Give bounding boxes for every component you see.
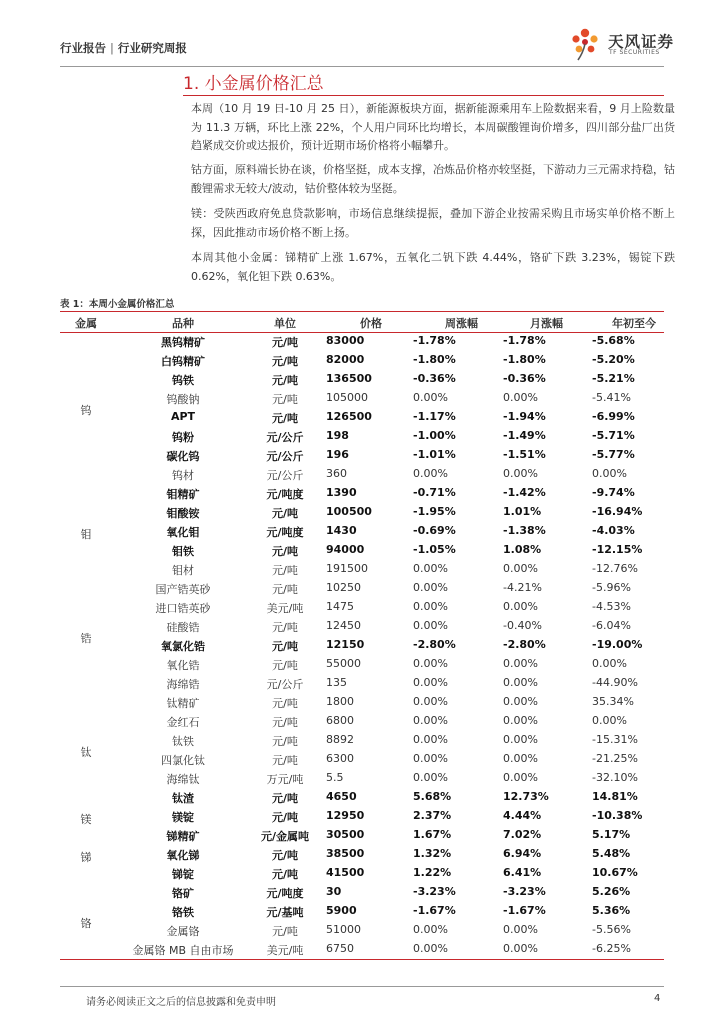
cell-weekly-change: 0.00% bbox=[413, 923, 448, 936]
cell-unit: 元/吨 bbox=[272, 697, 298, 710]
cell-variety: 钛渣 bbox=[172, 792, 194, 805]
cell-weekly-change: -1.78% bbox=[413, 334, 456, 347]
cell-unit: 元/吨 bbox=[271, 545, 299, 558]
cell-monthly-change: 0.00% bbox=[503, 752, 538, 765]
cell-ytd-change: 35.34% bbox=[592, 695, 634, 708]
cell-variety: 钨粉 bbox=[172, 431, 194, 444]
cell-variety: 海绵钛 bbox=[166, 773, 200, 786]
cell-unit: 元/吨 bbox=[271, 868, 299, 881]
cell-monthly-change: 0.00% bbox=[503, 771, 538, 784]
cell-price: 1800 bbox=[326, 695, 354, 708]
cell-ytd-change: -12.76% bbox=[592, 562, 638, 575]
cell-weekly-change: -3.23% bbox=[413, 885, 456, 898]
paragraph-magnesium: 镁：受陕西政府免息贷款影响，市场信息继续提振，叠加下游企业按需采购且市场实单价格不断上探，因此推动市场价格不断上扬。 bbox=[191, 207, 675, 239]
paragraph-lithium: 本周（10 月 19 日-10 月 25 日），新能源板块方面，据新能源乘用车上险数据来看，9 月上险数量为 11.3 万辆，环比上涨 22%，个人用户同环比均增长，本周碳酸锂询价增多，四川部分盐厂出货趋紧成交价或达报价，预计近期市场价格将小幅攀升。 bbox=[191, 102, 675, 153]
cell-unit: 美元/吨 bbox=[266, 602, 304, 615]
report-header bbox=[60, 40, 187, 56]
cell-price: 82000 bbox=[326, 353, 365, 366]
cell-variety: 钼铁 bbox=[172, 545, 194, 558]
cell-variety: 镁锭 bbox=[172, 811, 194, 824]
cell-price: 1475 bbox=[326, 600, 354, 613]
cell-metal-group: 钛 bbox=[80, 746, 92, 759]
cell-ytd-change: -9.74% bbox=[592, 486, 635, 499]
page-number: 4 bbox=[654, 993, 661, 1004]
cell-weekly-change: -1.17% bbox=[413, 410, 456, 423]
cell-ytd-change: -5.68% bbox=[592, 334, 635, 347]
cell-weekly-change: 0.00% bbox=[413, 752, 448, 765]
cell-ytd-change: 14.81% bbox=[592, 790, 638, 803]
section-divider bbox=[183, 95, 664, 96]
logo-name: 天风证券 bbox=[608, 33, 675, 51]
cell-weekly-change: 1.22% bbox=[413, 866, 452, 879]
cell-weekly-change: 0.00% bbox=[413, 600, 448, 613]
cell-unit: 元/吨 bbox=[271, 412, 299, 425]
cell-monthly-change: -1.38% bbox=[503, 524, 546, 537]
cell-ytd-change: -5.21% bbox=[592, 372, 635, 385]
cell-metal-group: 铬 bbox=[80, 917, 92, 930]
cell-monthly-change: 0.00% bbox=[503, 657, 538, 670]
cell-ytd-change: 5.36% bbox=[592, 904, 631, 917]
cell-price: 8892 bbox=[326, 733, 354, 746]
cell-weekly-change: -1.00% bbox=[413, 429, 456, 442]
header-monthly-change: 月涨幅 bbox=[530, 317, 563, 330]
cell-ytd-change: -21.25% bbox=[592, 752, 638, 765]
cell-monthly-change: -0.36% bbox=[503, 372, 546, 385]
cell-ytd-change: 5.48% bbox=[592, 847, 631, 860]
cell-monthly-change: 0.00% bbox=[503, 467, 538, 480]
cell-variety: 锑精矿 bbox=[166, 830, 200, 843]
cell-monthly-change: -1.94% bbox=[503, 410, 546, 423]
cell-variety: APT bbox=[170, 410, 196, 423]
cell-metal-group: 钼 bbox=[80, 527, 92, 541]
cell-unit: 元/吨 bbox=[271, 640, 299, 653]
cell-variety: 碳化钨 bbox=[166, 450, 200, 463]
cell-variety: 铬矿 bbox=[172, 887, 194, 900]
cell-price: 12450 bbox=[326, 619, 361, 632]
cell-variety: 海绵锆 bbox=[166, 678, 200, 691]
header-price: 价格 bbox=[360, 317, 382, 330]
cell-variety: 氧氯化锆 bbox=[161, 640, 205, 653]
cell-metal-group: 镁 bbox=[80, 812, 92, 826]
header-separator: | bbox=[110, 41, 114, 55]
cell-price: 1390 bbox=[326, 486, 357, 499]
cell-monthly-change: 0.00% bbox=[503, 733, 538, 746]
cell-variety: 金属铬 MB 自由市场 bbox=[132, 944, 234, 957]
cell-variety: 钼材 bbox=[172, 564, 194, 577]
cell-unit: 元/吨 bbox=[272, 583, 298, 596]
header-unit: 单位 bbox=[274, 317, 296, 330]
cell-monthly-change: 6.94% bbox=[503, 847, 542, 860]
cell-monthly-change: 0.00% bbox=[503, 562, 538, 575]
cell-unit: 元/吨 bbox=[272, 716, 298, 729]
cell-ytd-change: -15.31% bbox=[592, 733, 638, 746]
cell-weekly-change: 1.67% bbox=[413, 828, 452, 841]
cell-variety: 铬铁 bbox=[172, 906, 194, 919]
cell-price: 51000 bbox=[326, 923, 361, 936]
cell-unit: 元/金属吨 bbox=[260, 830, 310, 843]
cell-price: 12150 bbox=[326, 638, 365, 651]
paragraph-other-metals: 本周其他小金属：锑精矿上涨 1.67%，五氧化二钒下跌 4.44%，铬矿下跌 3.23%，锡锭下跌 0.62%，氧化钽下跌 0.63%。 bbox=[191, 251, 675, 283]
cell-variety: 四氯化钛 bbox=[161, 754, 205, 767]
cell-ytd-change: 10.67% bbox=[592, 866, 638, 879]
cell-variety: 国产锆英砂 bbox=[155, 583, 211, 596]
cell-metal-group: 锆 bbox=[80, 632, 92, 645]
cell-weekly-change: 0.00% bbox=[413, 733, 448, 746]
cell-unit: 元/吨 bbox=[271, 849, 299, 862]
cell-weekly-change: 0.00% bbox=[413, 771, 448, 784]
cell-unit: 元/吨 bbox=[271, 811, 299, 824]
cell-monthly-change: 0.00% bbox=[503, 600, 538, 613]
cell-monthly-change: 0.00% bbox=[503, 676, 538, 689]
cell-price: 12950 bbox=[326, 809, 365, 822]
cell-ytd-change: 0.00% bbox=[592, 467, 627, 480]
cell-unit: 元/公斤 bbox=[266, 431, 304, 444]
cell-monthly-change: -1.67% bbox=[503, 904, 546, 917]
cell-variety: 钼精矿 bbox=[166, 488, 200, 501]
cell-variety: 钼酸铵 bbox=[166, 507, 200, 520]
table-header-rule bbox=[60, 332, 664, 333]
cell-unit: 元/吨 bbox=[272, 659, 298, 672]
cell-ytd-change: -6.25% bbox=[592, 942, 631, 955]
cell-monthly-change: 4.44% bbox=[503, 809, 542, 822]
cell-monthly-change: -1.80% bbox=[503, 353, 546, 366]
cell-ytd-change: -5.56% bbox=[592, 923, 631, 936]
table-top-rule bbox=[60, 311, 664, 312]
cell-price: 136500 bbox=[326, 372, 372, 385]
cell-weekly-change: -1.01% bbox=[413, 448, 456, 461]
cell-ytd-change: -5.96% bbox=[592, 581, 631, 594]
cell-variety: 黑钨精矿 bbox=[161, 336, 205, 349]
cell-metal-group: 钨 bbox=[80, 404, 92, 417]
cell-unit: 元/吨 bbox=[271, 374, 299, 387]
cell-variety: 钨酸钠 bbox=[166, 393, 200, 406]
cell-unit: 万元/吨 bbox=[266, 773, 304, 786]
header-metal: 金属 bbox=[75, 317, 97, 330]
cell-price: 6300 bbox=[326, 752, 354, 765]
cell-weekly-change: -0.36% bbox=[413, 372, 456, 385]
cell-price: 5.5 bbox=[326, 771, 344, 784]
cell-weekly-change: 0.00% bbox=[413, 619, 448, 632]
cell-variety: 氧化锆 bbox=[166, 659, 200, 672]
cell-monthly-change: 1.08% bbox=[503, 543, 542, 556]
cell-ytd-change: -19.00% bbox=[592, 638, 643, 651]
cell-price: 38500 bbox=[326, 847, 365, 860]
cell-unit: 元/吨度 bbox=[266, 488, 304, 501]
cell-price: 198 bbox=[326, 429, 349, 442]
cell-unit: 元/吨 bbox=[272, 925, 298, 938]
cell-price: 105000 bbox=[326, 391, 368, 404]
cell-unit: 元/吨度 bbox=[266, 887, 304, 900]
cell-ytd-change: -5.77% bbox=[592, 448, 635, 461]
cell-price: 30500 bbox=[326, 828, 365, 841]
cell-unit: 元/吨 bbox=[272, 621, 298, 634]
cell-price: 196 bbox=[326, 448, 349, 461]
cell-weekly-change: -0.69% bbox=[413, 524, 456, 537]
cell-weekly-change: 0.00% bbox=[413, 714, 448, 727]
header-weekly-change: 周涨幅 bbox=[445, 317, 478, 330]
cell-unit: 元/基吨 bbox=[266, 906, 304, 919]
cell-unit: 元/吨 bbox=[272, 754, 298, 767]
cell-variety: 硅酸锆 bbox=[166, 621, 200, 634]
cell-weekly-change: 0.00% bbox=[413, 676, 448, 689]
cell-weekly-change: 0.00% bbox=[413, 942, 448, 955]
cell-monthly-change: -1.78% bbox=[503, 334, 546, 347]
cell-weekly-change: 0.00% bbox=[413, 391, 448, 404]
cell-price: 94000 bbox=[326, 543, 365, 556]
cell-unit: 元/吨 bbox=[271, 792, 299, 805]
footer-disclaimer: 请务必阅读正文之后的信息披露和免责申明 bbox=[86, 997, 276, 1008]
cell-unit: 元/吨度 bbox=[266, 526, 304, 539]
cell-weekly-change: 5.68% bbox=[413, 790, 452, 803]
paragraph-cobalt: 钴方面，原料端长协在谈，价格坚挺，成本支撑，冶炼品价格亦较坚挺，下游动力三元需求持稳，钴酸锂需求无较大/波动，钴价整体较为坚挺。 bbox=[191, 163, 675, 195]
cell-price: 4650 bbox=[326, 790, 357, 803]
cell-price: 126500 bbox=[326, 410, 372, 423]
cell-weekly-change: 0.00% bbox=[413, 467, 448, 480]
cell-monthly-change: 0.00% bbox=[503, 714, 538, 727]
header-divider bbox=[60, 66, 664, 67]
cell-weekly-change: 0.00% bbox=[413, 581, 448, 594]
cell-monthly-change: 0.00% bbox=[503, 391, 538, 404]
cell-unit: 元/吨 bbox=[271, 336, 299, 349]
cell-variety: 金属铬 bbox=[166, 925, 200, 938]
cell-unit: 美元/吨 bbox=[266, 944, 304, 957]
cell-ytd-change: 0.00% bbox=[592, 657, 627, 670]
cell-price: 10250 bbox=[326, 581, 361, 594]
header-variety: 品种 bbox=[172, 317, 194, 330]
cell-unit: 元/吨 bbox=[271, 355, 299, 368]
cell-monthly-change: -1.42% bbox=[503, 486, 546, 499]
cell-ytd-change: -4.03% bbox=[592, 524, 635, 537]
cell-weekly-change: -1.67% bbox=[413, 904, 456, 917]
cell-unit: 元/公斤 bbox=[266, 450, 304, 463]
header-ytd-change: 年初至今 bbox=[612, 317, 656, 330]
cell-variety: 进口锆英砂 bbox=[155, 602, 211, 615]
cell-price: 6750 bbox=[326, 942, 354, 955]
cell-ytd-change: -6.04% bbox=[592, 619, 631, 632]
cell-weekly-change: 0.00% bbox=[413, 657, 448, 670]
logo-subtitle: TF SECURITIES bbox=[609, 49, 660, 56]
cell-variety: 金红石 bbox=[166, 716, 200, 729]
cell-monthly-change: -1.49% bbox=[503, 429, 546, 442]
cell-weekly-change: -1.05% bbox=[413, 543, 456, 556]
cell-weekly-change: 0.00% bbox=[413, 695, 448, 708]
cell-ytd-change: -10.38% bbox=[592, 809, 643, 822]
cell-price: 5900 bbox=[326, 904, 357, 917]
cell-unit: 元/公斤 bbox=[266, 469, 304, 482]
cell-weekly-change: -2.80% bbox=[413, 638, 456, 651]
section-title: 1. 小金属价格汇总 bbox=[183, 74, 324, 94]
cell-monthly-change: -1.51% bbox=[503, 448, 546, 461]
cell-unit: 元/吨 bbox=[271, 507, 299, 520]
cell-weekly-change: -1.80% bbox=[413, 353, 456, 366]
cell-price: 30 bbox=[326, 885, 342, 898]
cell-monthly-change: 0.00% bbox=[503, 695, 538, 708]
cell-variety: 锑锭 bbox=[172, 868, 194, 881]
cell-monthly-change: 6.41% bbox=[503, 866, 542, 879]
cell-monthly-change: 12.73% bbox=[503, 790, 549, 803]
table-bottom-rule bbox=[60, 959, 664, 960]
logo-flower-icon bbox=[568, 27, 602, 63]
cell-ytd-change: 0.00% bbox=[592, 714, 627, 727]
cell-unit: 元/吨 bbox=[272, 564, 298, 577]
cell-monthly-change: -2.80% bbox=[503, 638, 546, 651]
cell-monthly-change: 7.02% bbox=[503, 828, 542, 841]
cell-variety: 钛铁 bbox=[172, 735, 194, 748]
cell-variety: 钨材 bbox=[172, 469, 194, 482]
cell-ytd-change: -5.71% bbox=[592, 429, 635, 442]
cell-ytd-change: -6.99% bbox=[592, 410, 635, 423]
cell-metal-group: 锑 bbox=[80, 850, 92, 864]
header-category: 行业报告 bbox=[60, 41, 106, 55]
cell-price: 100500 bbox=[326, 505, 372, 518]
cell-price: 83000 bbox=[326, 334, 365, 347]
cell-weekly-change: 2.37% bbox=[413, 809, 452, 822]
cell-ytd-change: -12.15% bbox=[592, 543, 643, 556]
cell-ytd-change: -4.53% bbox=[592, 600, 631, 613]
cell-price: 135 bbox=[326, 676, 347, 689]
cell-price: 55000 bbox=[326, 657, 361, 670]
cell-weekly-change: 1.32% bbox=[413, 847, 452, 860]
cell-monthly-change: 1.01% bbox=[503, 505, 542, 518]
company-logo bbox=[568, 27, 678, 63]
cell-variety: 氧化钼 bbox=[166, 526, 200, 539]
cell-weekly-change: -1.95% bbox=[413, 505, 456, 518]
cell-weekly-change: 0.00% bbox=[413, 562, 448, 575]
cell-variety: 白钨精矿 bbox=[161, 355, 205, 368]
table-caption: 表 1：本周小金属价格汇总 bbox=[60, 299, 175, 310]
cell-price: 360 bbox=[326, 467, 347, 480]
cell-price: 41500 bbox=[326, 866, 365, 879]
cell-unit: 元/公斤 bbox=[266, 678, 304, 691]
cell-price: 6800 bbox=[326, 714, 354, 727]
footer-divider bbox=[60, 986, 664, 987]
cell-ytd-change: -16.94% bbox=[592, 505, 643, 518]
cell-variety: 钨铁 bbox=[172, 374, 194, 387]
cell-monthly-change: 0.00% bbox=[503, 942, 538, 955]
cell-unit: 元/吨 bbox=[272, 735, 298, 748]
cell-ytd-change: -5.20% bbox=[592, 353, 635, 366]
header-type: 行业研究周报 bbox=[117, 41, 187, 55]
cell-unit: 元/吨 bbox=[272, 393, 298, 406]
cell-price: 191500 bbox=[326, 562, 368, 575]
cell-ytd-change: -44.90% bbox=[592, 676, 638, 689]
cell-ytd-change: 5.26% bbox=[592, 885, 631, 898]
cell-variety: 氧化锑 bbox=[166, 849, 200, 862]
cell-monthly-change: -3.23% bbox=[503, 885, 546, 898]
cell-price: 1430 bbox=[326, 524, 357, 537]
cell-monthly-change: -0.40% bbox=[503, 619, 542, 632]
cell-weekly-change: -0.71% bbox=[413, 486, 456, 499]
cell-ytd-change: -5.41% bbox=[592, 391, 631, 404]
cell-monthly-change: 0.00% bbox=[503, 923, 538, 936]
cell-ytd-change: 5.17% bbox=[592, 828, 631, 841]
cell-monthly-change: -4.21% bbox=[503, 581, 542, 594]
cell-variety: 钛精矿 bbox=[166, 697, 200, 710]
cell-ytd-change: -32.10% bbox=[592, 771, 638, 784]
